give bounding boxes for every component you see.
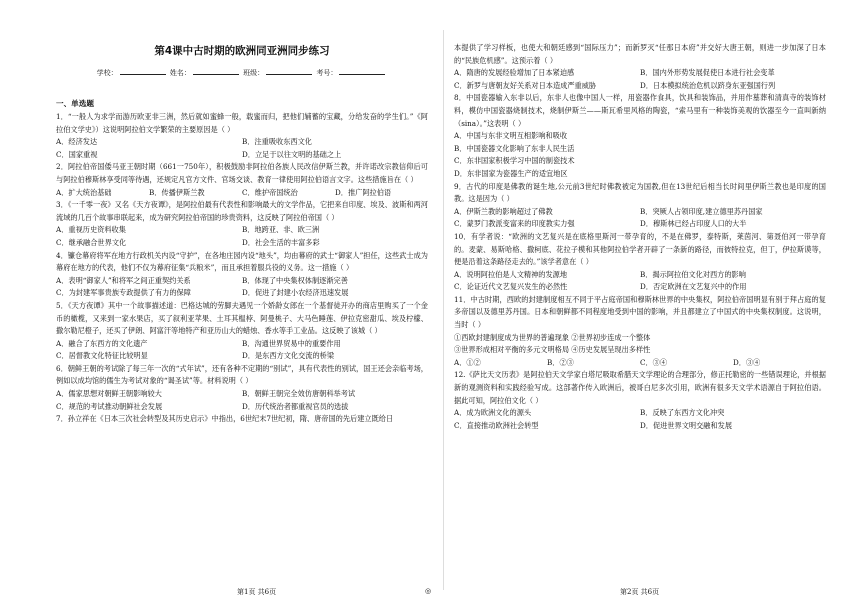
answer-option[interactable]: A．融合了东西方的文化遗产 — [56, 338, 148, 348]
option-group — [56, 388, 428, 413]
question — [56, 363, 428, 413]
statement-line: ①西欧封建制度成为世界的普遍现象 ②世界初步连成一个整体 — [454, 332, 651, 342]
answer-option[interactable]: D．促进世界文明交融和发展 — [640, 420, 733, 430]
answer-option[interactable]: C．国家重视 — [56, 149, 98, 159]
school-blank[interactable] — [120, 66, 166, 75]
question-stem: 7．孙立祥在《日本三次社会转型及其历史启示》中指出，6世纪末7世纪初，隋、唐帝国的先后建立既给日 — [56, 414, 394, 424]
section-title: 一、单选题 — [56, 99, 94, 108]
answer-option[interactable]: C．为封建军事贵族专政提供了有力的保障 — [56, 288, 191, 298]
answer-option[interactable]: D．是东西方文化交流的桥梁 — [242, 351, 335, 361]
answer-option[interactable]: B．地跨亚、非、欧三洲 — [242, 225, 320, 235]
exam-number-blank[interactable] — [339, 66, 385, 75]
answer-option[interactable]: B．沟通世界贸易中的重要作用 — [242, 338, 341, 348]
question-stem: 12.《萨比天文历表》是阿拉伯天文学家白塔尼吸取希腊天文学理论的合理部分，修正托勒密的一些错误理论，并根据新的观测资料和实践经验写成。这部著作传入欧洲后，被哥白尼多次引用，欧洲有很多天文学术语源自于阿拉伯语。据此可知，阿拉伯文化（ ） — [454, 370, 826, 405]
answer-option[interactable]: B．朝鲜王朝完全效仿唐朝科举考试 — [242, 389, 356, 399]
answer-option[interactable]: A．重视历史资料收集 — [56, 225, 126, 235]
answer-option[interactable]: D．促进了封建小农经济迅速发展 — [242, 288, 349, 298]
answer-option[interactable]: D．③④ — [733, 357, 761, 367]
answer-option[interactable]: A．儒家思想对朝鲜王朝影响较大 — [56, 389, 162, 399]
answer-option[interactable]: C．规范的考试推动朝鲜社会发展 — [56, 401, 163, 411]
option-group — [454, 357, 826, 370]
answer-option[interactable]: D．否定欧洲在文艺复兴中的作用 — [640, 282, 747, 292]
answer-option[interactable]: C．居督教文化特征比较明显 — [56, 351, 148, 361]
question — [454, 369, 826, 432]
question-stem: 4．镰仓幕府将军在地方行政机关内设“守护”，在各地庄园内设“地头”，均由幕府的武士“御家人”担任，这些武士成为幕府在地方的代表，他们不仅为幕府征集“兵粮米”，而且承担着服兵役的义务。这一措施（ ） — [56, 250, 428, 273]
question-stem: 6．朝鲜王朝的考试除了每三年一次的“式年试”，还有各种不定期的“别试”，具有代表性的别试，国王还会亲临考场，例如以成均馆的儒生为考试对象的“谒圣试”等。材料说明（ ） — [56, 363, 428, 386]
answer-option[interactable]: C．蒙罗门教派变富来的印度教实力强 — [454, 219, 575, 229]
question-stem: 5．《天方夜谭》其中一个故事描述道：巴格达城的劳脚夫遇见一个娇龄女郎在一个基督徒开办的商店里购买了一个金币的橄榄，又来到一家水果店，买了叙利亚苹果、土耳其榅桲、阿曼桃子、大马色睡莲、伊拉克密甜瓜、埃及柠檬、撒尔勒尼橙子，还买了伊朗、阿富汗等地特产和亚历山大的蜡烛、香水等手工业品。这反映了该城（ ） — [56, 300, 428, 336]
question — [56, 413, 428, 426]
answer-option[interactable]: D．东非国家为瓷器生产的适宜地区 — [454, 168, 568, 178]
answer-option[interactable]: D．立足于以往文明的基础之上 — [242, 149, 342, 159]
school-label: 学校： — [96, 69, 118, 77]
answer-option[interactable]: B．体现了中央集权体制逐渐完善 — [242, 275, 348, 285]
question — [56, 250, 428, 300]
option-group — [454, 206, 826, 231]
class-label: 班级： — [243, 69, 265, 77]
answer-option[interactable]: A．说明阿拉伯是人文精神的发源地 — [454, 269, 568, 279]
answer-option[interactable]: C．维护帝国统治 — [242, 187, 298, 197]
question-stem: 本提供了学习样板，也使大和朝廷感到“国际压力”；而新罗灭“任那日本府”并交好大唐王朝，则进一步加深了日本的“民族危机感”。这预示着（ ） — [454, 43, 826, 65]
question — [56, 111, 428, 161]
answer-option[interactable]: D．历代统治者都重视官员的选拔 — [242, 401, 349, 411]
option-group — [56, 136, 428, 161]
option-group — [56, 275, 428, 300]
page-title: 第4课中古时期的欧洲同亚洲同步练习 — [154, 45, 330, 57]
question — [454, 181, 826, 231]
question-stem: 9．古代的印度是佛教的诞生地,公元前3世纪时佛教被定为国教,但在13世纪后相当长时间里伊斯兰教也是印度的国教。这是因为（ ） — [454, 181, 826, 204]
answer-option[interactable]: A．扩大统治基础 — [56, 187, 112, 197]
answer-option[interactable]: B．②③ — [547, 357, 574, 367]
answer-option[interactable]: B．突厥人占领印度,建立德里苏丹国家 — [640, 206, 763, 216]
answer-option[interactable]: A．①② — [454, 357, 481, 367]
question — [454, 42, 826, 92]
option-group — [56, 338, 428, 363]
student-info-row — [56, 66, 428, 80]
question — [56, 300, 428, 363]
question-stem: 11．中古时期，西欧的封建制度相互不同于平占庭帝国和穆斯林世界的中央集权，阿拉伯帝国明显有别于拜占庭的复多帝国以及德里苏丹国。日本和朝鲜都不同程度地受到中国的影响，并且都建立了中国式的中央集权制度。这说明，当时（ ） — [454, 294, 826, 330]
question-stem: 8．中国瓷器输入东非以后，东非人也像中国人一样，用瓷器作食具，饮具和装饰品，并用作墓葬和清真寺的装饰材料，模仿中国瓷器烧制技术，烧制伊斯兰——斯瓦希里风格的陶瓷，“索马里有一种装饰美观的饮器至今一直叫新纳（sina）。”这表明（ ） — [454, 93, 826, 128]
option-group — [56, 224, 428, 249]
answer-option[interactable]: B．揭示阿拉伯文化对西方的影响 — [640, 269, 746, 279]
answer-option[interactable]: B．中国瓷器文化影响了东非人民生活 — [454, 143, 575, 153]
answer-option[interactable]: B．国内外形势发展促使日本进行社会变革 — [640, 68, 775, 78]
answer-option[interactable]: C．新罗与唐朝友好关系对日本造成严重威胁 — [454, 80, 597, 90]
question — [454, 231, 826, 294]
answer-option[interactable]: A．隋唐的发展经验增加了日本紧迫感 — [454, 68, 575, 78]
question-stem: 10．有学者说：“欧洲的文艺复兴是在底格里斯河一带孕育的，不是在佛罗，泰特斯，莱茵河、第聂伯河一带孕育的。麦蒙、易斯哈格、撒柯底、花拉子模和其他阿拉伯学者开辟了一条新的路径，而彼特拉克，但丁，伊拉斯谟等，便是沿着这条路径走去的。”该学者意在（ ） — [454, 231, 826, 267]
answer-option[interactable]: C．继承融合世界文化 — [56, 237, 127, 247]
answer-option[interactable]: D．日本模拟统治危机以跻身东亚强国行列 — [640, 80, 776, 90]
answer-option[interactable]: D．推广阿拉伯语 — [335, 187, 392, 197]
page-number-right: 第2页 共6页 — [620, 588, 660, 596]
answer-option[interactable]: A．中国与东非文明互相影响和吸收 — [454, 131, 568, 141]
statement-line: ③世界形成相对平衡的多元文明格局 ④历史发展呈现出多样性 — [454, 345, 651, 355]
answer-option[interactable]: C．③④ — [640, 357, 668, 367]
question — [454, 294, 826, 370]
question-stem: 3．《一千零一夜》又名《天方夜谭》，是阿拉伯最有代表性和影响最大的文学作品，它把来自印度、埃及、波斯和两河流域的几百个故事串联起来，成为研究阿拉伯帝国的珍贵资料，这反映了阿拉伯帝国（ ） — [56, 200, 428, 222]
right-question-column — [454, 42, 826, 432]
option-group — [56, 187, 428, 200]
answer-option[interactable]: D．穆斯林已经占印度人口的大半 — [640, 219, 747, 229]
option-group — [454, 130, 826, 180]
name-blank[interactable] — [193, 66, 239, 75]
answer-option[interactable]: A．表明“御家人”和将军之间正重契约关系 — [56, 275, 191, 285]
question-stem: 2．阿拉伯帝国倭马亚王朝时期（661一750年），积极鼓励非阿拉伯各族人民改信伊斯兰教，并许诺改宗教信仰后可与阿拉伯穆斯林享受同等待遇，还规定凡官方文件、官场交谈、教育一律使用阿拉伯语言文字。这些措施旨在（ ） — [56, 162, 428, 184]
answer-option[interactable]: A．成为欧洲文化的源头 — [454, 408, 532, 418]
exam-number-label: 考号： — [316, 69, 338, 77]
answer-option[interactable]: C．直接推动欧洲社会转型 — [454, 420, 539, 430]
answer-option[interactable]: B．注重吸收东西文化 — [242, 137, 312, 147]
page-number-left: 第1页 共6页 — [237, 588, 277, 596]
class-blank[interactable] — [266, 66, 312, 75]
center-mark: ◎ — [425, 587, 432, 595]
answer-option[interactable]: A．伊斯兰教的影响超过了佛教 — [454, 206, 553, 216]
option-group — [454, 269, 826, 294]
answer-option[interactable]: C．论证近代文艺复兴发生的必然性 — [454, 282, 568, 292]
left-question-column — [56, 111, 428, 426]
question — [454, 92, 826, 180]
answer-option[interactable]: C．东非国家积极学习中国的制瓷技术 — [454, 156, 575, 166]
option-group — [454, 407, 826, 432]
question — [56, 199, 428, 249]
question — [56, 161, 428, 199]
answer-option[interactable]: D．社会生活的丰富多彩 — [242, 237, 320, 247]
name-label: 姓名： — [169, 69, 191, 77]
answer-option[interactable]: B．反映了东西方文化冲突 — [640, 408, 725, 418]
answer-option[interactable]: B．传播伊斯兰教 — [149, 187, 205, 197]
option-group — [454, 67, 826, 92]
page-divider — [443, 30, 444, 590]
answer-option[interactable]: A．经济发达 — [56, 137, 98, 147]
question-stem: 1．“一般人为求学而游历欧亚非三洲，然后就如蜜蜂一般，载蜜而归，把他们辅蓄的宝藏，分给发奋的学生们。”《阿拉伯文学史》）这说明阿拉伯文学繁荣的主要原因是（ ） — [56, 112, 428, 134]
